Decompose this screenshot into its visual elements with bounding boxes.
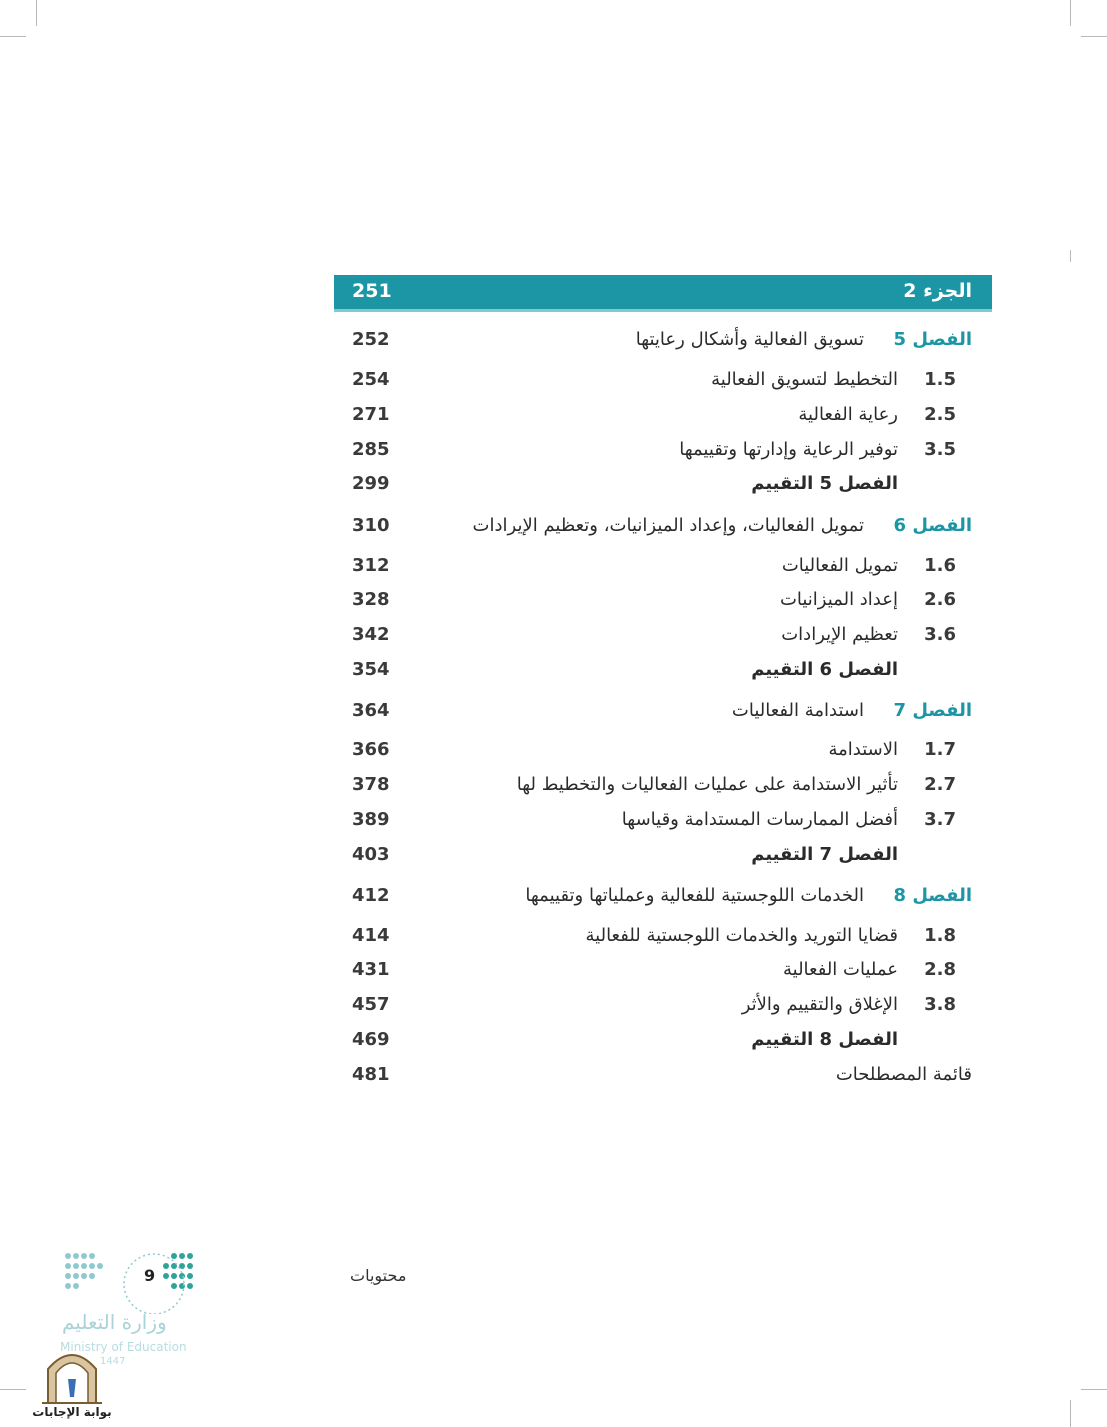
section-number: 2.5: [924, 404, 956, 425]
review-row: [334, 1025, 992, 1055]
section-number: 1.8: [924, 925, 956, 946]
page-ref: 403: [352, 844, 390, 865]
section-row: [334, 551, 992, 581]
section-number: 2.8: [924, 959, 956, 980]
page-ref: 378: [352, 774, 390, 795]
section-title: رعاية الفعالية: [798, 404, 898, 425]
page-ref: 254: [352, 369, 390, 390]
review-row: [334, 840, 992, 870]
section-row: [334, 921, 992, 951]
section-title: تعظيم الإيرادات: [781, 624, 898, 645]
section-number: 3.8: [924, 994, 956, 1015]
chapter-row: [334, 325, 992, 355]
section-title: تأثير الاستدامة على عمليات الفعاليات والتخطيط لها: [516, 774, 898, 795]
page-ref: 481: [352, 1064, 390, 1085]
section-row: [334, 435, 992, 465]
chapter-title: تمويل الفعاليات، وإعداد الميزانيات، وتعظيم الإيرادات: [472, 515, 864, 536]
crop-mark: [0, 36, 26, 37]
section-number: 3.5: [924, 439, 956, 460]
section-row: [334, 805, 992, 835]
section-row: [334, 400, 992, 430]
section-row: [334, 990, 992, 1020]
section-title: أفضل الممارسات المستدامة وقياسها: [621, 809, 898, 830]
section-title: الإغلاق والتقييم والأثر: [741, 994, 898, 1015]
review-row: [334, 469, 992, 499]
page-ref: 414: [352, 925, 390, 946]
glossary-row: [334, 1060, 992, 1090]
page-ref: 310: [352, 515, 390, 536]
section-number: 3.7: [924, 809, 956, 830]
review-title: الفصل 5 التقييم: [751, 473, 898, 494]
section-number: 1.7: [924, 739, 956, 760]
crop-mark: [1081, 36, 1107, 37]
chapter-label: الفصل 6: [893, 515, 972, 536]
chapter-label: الفصل 5: [893, 329, 972, 350]
page-ref: 285: [352, 439, 390, 460]
section-row: [334, 955, 992, 985]
page-ref: 299: [352, 473, 390, 494]
logo-english-text: Ministry of Education: [60, 1340, 187, 1354]
section-row: [334, 735, 992, 765]
part-header-bar: [334, 275, 992, 312]
crop-mark: [36, 0, 37, 26]
part-label: الجزء 2: [903, 280, 972, 302]
section-number: 3.6: [924, 624, 956, 645]
page-ref: 469: [352, 1029, 390, 1050]
page-ref: 252: [352, 329, 390, 350]
review-title: الفصل 8 التقييم: [751, 1029, 898, 1050]
chapter-title: تسويق الفعالية وأشكال رعايتها: [635, 329, 864, 350]
section-title: عمليات الفعالية: [782, 959, 898, 980]
page-ref: 328: [352, 589, 390, 610]
table-of-contents: [334, 275, 992, 1085]
section-number: 1.6: [924, 555, 956, 576]
footer-section-label: محتويات: [350, 1266, 407, 1285]
page-ref: 354: [352, 659, 390, 680]
section-title: الاستدامة: [828, 739, 898, 760]
page-ref: 364: [352, 700, 390, 721]
logo-year: 1447: [100, 1356, 126, 1367]
page-ref: 271: [352, 404, 390, 425]
review-row: [334, 655, 992, 685]
page-ref: 431: [352, 959, 390, 980]
section-title: توفير الرعاية وإدارتها وتقييمها: [679, 439, 898, 460]
chapter-row: [334, 511, 992, 541]
crop-mark: [1070, 250, 1071, 262]
page-ref: 342: [352, 624, 390, 645]
section-row: [334, 770, 992, 800]
crop-mark: [1070, 1400, 1071, 1427]
part-page: 251: [352, 280, 392, 302]
logo-dots-icon: [62, 1250, 202, 1314]
page-ref: 389: [352, 809, 390, 830]
crop-mark: [1070, 0, 1071, 26]
page-number: 9: [144, 1266, 156, 1285]
section-title: تمويل الفعاليات: [781, 555, 898, 576]
glossary-title: قائمة المصطلحات: [835, 1064, 972, 1085]
section-row: [334, 585, 992, 615]
section-row: [334, 365, 992, 395]
page-ref: 366: [352, 739, 390, 760]
section-number: 2.7: [924, 774, 956, 795]
page-ref: 457: [352, 994, 390, 1015]
section-number: 1.5: [924, 369, 956, 390]
section-row: [334, 620, 992, 650]
chapter-row: [334, 696, 992, 726]
section-number: 2.6: [924, 589, 956, 610]
section-title: قضايا التوريد والخدمات اللوجستية للفعالية: [585, 925, 898, 946]
gate-icon: [32, 1345, 112, 1405]
crop-mark: [0, 1389, 26, 1390]
watermark-caption: بوابة الإجابات: [32, 1405, 112, 1419]
logo-arabic-text: وزارة التعليم: [62, 1310, 167, 1334]
crop-mark: [1081, 1389, 1107, 1390]
chapter-title: الخدمات اللوجستية للفعالية وعملياتها وتقييمها: [525, 885, 864, 906]
chapter-row: [334, 881, 992, 911]
watermark: [32, 1345, 112, 1423]
page-ref: 412: [352, 885, 390, 906]
chapter-title: استدامة الفعاليات: [731, 700, 864, 721]
review-title: الفصل 6 التقييم: [751, 659, 898, 680]
chapter-label: الفصل 7: [893, 700, 972, 721]
section-title: إعداد الميزانيات: [779, 589, 898, 610]
review-title: الفصل 7 التقييم: [751, 844, 898, 865]
chapter-label: الفصل 8: [893, 885, 972, 906]
page-ref: 312: [352, 555, 390, 576]
section-title: التخطيط لتسويق الفعالية: [711, 369, 898, 390]
